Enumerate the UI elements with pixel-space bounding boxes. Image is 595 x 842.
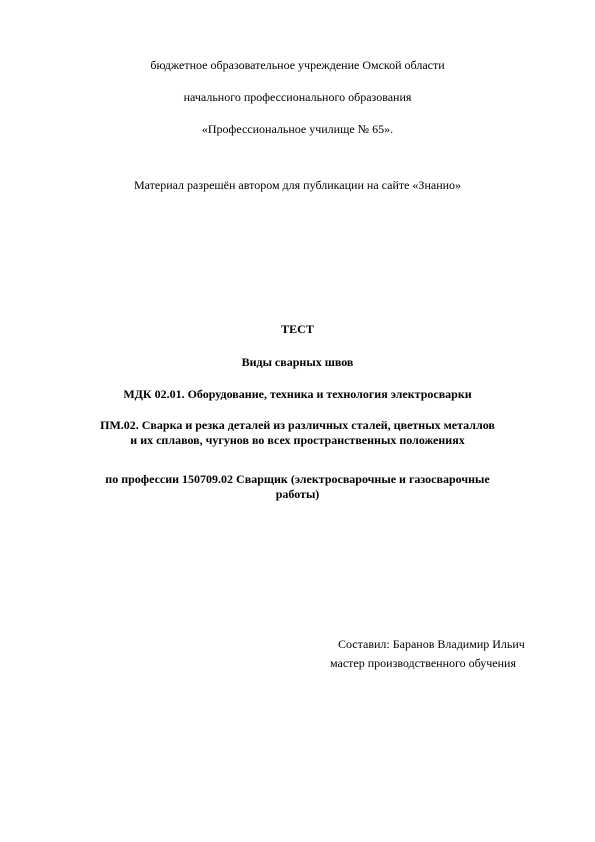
permission-note: Материал разрешён автором для публикации на сайте «Знанио» xyxy=(133,178,462,192)
author-position: мастер производственного обучения xyxy=(330,656,516,670)
course-line: МДК 02.01. Оборудование, техника и технология электросварки xyxy=(123,387,472,401)
module-line-2: и их сплавов, чугунов во всех пространственных положениях xyxy=(130,433,465,447)
institution-line-2: начального профессионального образования xyxy=(183,90,412,104)
document-subtitle: Виды сварных швов xyxy=(241,355,354,369)
profession-line-1: по профессии 150709.02 Сварщик (электросварочные и газосварочные xyxy=(105,472,490,486)
document-title: ТЕСТ xyxy=(281,322,314,336)
institution-line-1: бюджетное образовательное учреждение Омской области xyxy=(150,58,445,72)
profession-line-2: работы) xyxy=(275,487,320,501)
compiled-by: Составил: Баранов Владимир Ильич xyxy=(338,637,525,651)
institution-line-3: «Профессиональное училище № 65». xyxy=(201,122,394,136)
module-line-1: ПМ.02. Сварка и резка деталей из различных сталей, цветных металлов xyxy=(100,418,495,432)
